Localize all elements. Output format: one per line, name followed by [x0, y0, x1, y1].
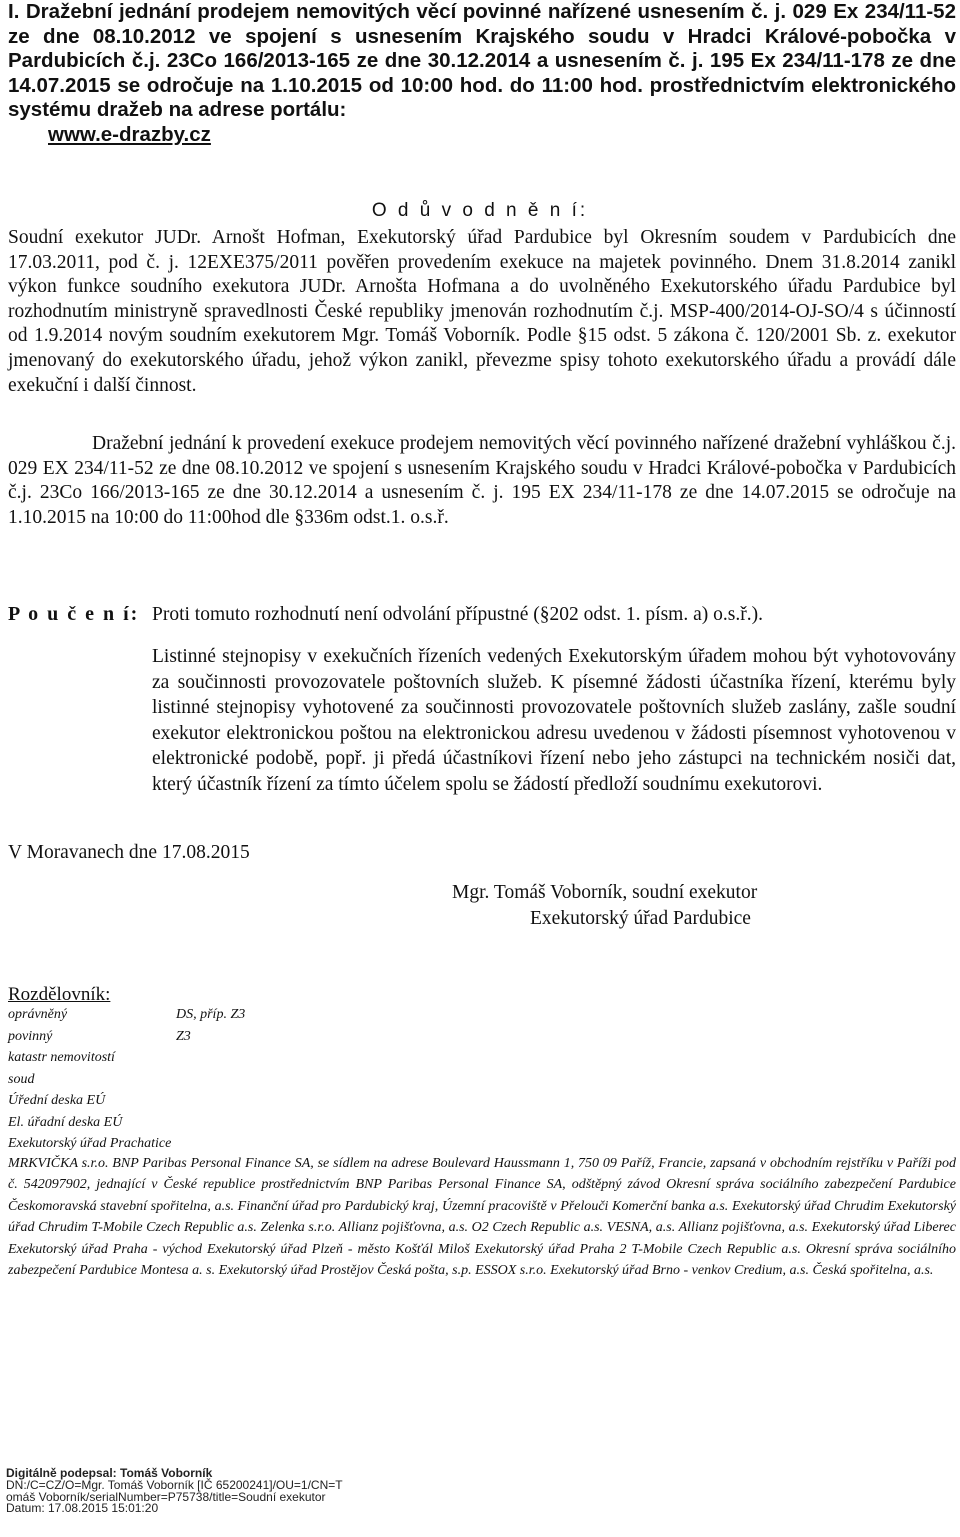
distribution-recipient: Exekutorský úřad Prachatice [8, 1136, 172, 1151]
list-item [8, 1112, 508, 1134]
reasoning-title: O d ů v o d n ě n í: [371, 200, 589, 221]
instruction-paragraph-1: Proti tomuto rozhodnutí není odvolání přípustné (§202 odst. 1. písm. a) o.s.ř.). [152, 604, 763, 625]
reasoning-paragraph-2: Dražební jednání k provedení exekuce prodejem nemovitých věcí povinného nařízené dražební vyhláškou č.j. 029 EX 234/11-52 ze dne 08.10.2012 ve spojení s usnesením Krajského soudu v Hradci Králové-pobočka v Pardubicích č.j. 23Co 166/2013-165 ze dne 30.12.2014 a usnesením č. j. 195 EX 234/11-178 ze dne 14.07.2015 se odročuje na 1.10.2015 na 10:00 do 11:00hod dle §336m odst.1. o.s.ř. [8, 433, 956, 528]
place-and-date: V Moravanech dne 17.08.2015 [8, 842, 250, 863]
digital-signature-dn-continued: omáš Voborník/serialNumber=P75738/title=Soudní exekutor [6, 1489, 326, 1504]
list-item [8, 1004, 508, 1026]
distribution-recipient: povinný [8, 1028, 53, 1044]
distribution-recipient: El. úřadní deska EÚ [8, 1114, 123, 1130]
digital-signature-dn: DN:/C=CZ/O=Mgr. Tomáš Voborník [IČ 65200241]/OU=1/CN=T [6, 1477, 343, 1492]
list-item [8, 1090, 508, 1112]
distribution-recipient: oprávněný [8, 1007, 68, 1022]
signature-name: Mgr. Tomáš Voborník, soudní exekutor [452, 882, 758, 903]
signature-block [452, 880, 852, 932]
list-item [8, 1026, 508, 1048]
distribution-method: DS, příp. Z3 [176, 1007, 246, 1022]
distribution-list [8, 1004, 508, 1155]
resolution-heading [8, 0, 956, 147]
digital-signature-date: Datum: 17.08.2015 15:01:20 [6, 1501, 159, 1516]
list-item [8, 1047, 508, 1069]
portal-url-link[interactable]: www.e-drazby.cz [48, 122, 211, 146]
reasoning-paragraph-1: Soudní exekutor JUDr. Arnošt Hofman, Exekutorský úřad Pardubice byl Okresním soudem v Pardubicích dne 17.03.2011, pod č. j. 12EXE375/2011 pověřen provedením exekuce na majetek povinného. Dnem 31.8.2014 zanikl výkon funkce soudního exekutora JUDr. Arnošta Hofmana a do uvolněného Exekutorského úřadu Pardubice byl rozhodnutím ministryně spravedlnosti České republiky jmenován rozhodnutím č.j. MSP-400/2014-OJ-SO/4 s účinností od 1.9.2014 novým soudním exekutorem Mgr. Tomáš Voborník. Podle §15 odst. 5 zákona č. 120/2001 Sb. z. exekutor jmenovaný do exekutorského úřadu, jehož výkon zanikl, převezme spisy tohoto exekutorského úřadu a provádí dále exekuční i další činnost. [8, 227, 956, 396]
digital-signature-signer: Digitálně podepsal: Tomáš Voborník [6, 1466, 213, 1480]
distribution-method: Z3 [176, 1028, 191, 1044]
distribution-recipient: katastr nemovitostí [8, 1050, 115, 1065]
heading-text: I. Dražební jednání prodejem nemovitých věcí povinné nařízené usnesením č. j. 029 Ex 234/11-52 ze dne 08.10.2012 ve spojení s usnesením Krajského soudu v Hradci Králové-pobočka v Pardubicích č.j. 23Co 166/2013-165 ze dne 30.12.2014 a usnesením č. j. 195 Ex 234/11-178 ze dne 14.07.2015 se odročuje na 1.10.2015 od 10:00 hod. do 11:00 hod. prostřednictvím elektronického systému dražeb na adrese portálu: [8, 0, 956, 121]
instruction-paragraph-2: Listinné stejnopisy v exekučních řízeních vedených Exekutorským úřadem mohou být vyhotovovány za součinnosti provozovatele poštovních služeb. K písemné žádosti účastníka řízení, kterému byly listinné stejnopisy vyhotovené za součinnosti provozovatele poštovních služeb zaslány, zašle soudní exekutor elektronickou poštou na elektronickou adresu uvedenou v žádosti písemnost vyhotovenou v elektronické podobě, popř. ji předá účastníkovi řízení nebo jeho zástupci na technickém nosiči dat, který účastník řízení za tímto účelem spolu se žádostí předloží soudnímu exekutorovi. [152, 646, 956, 795]
distribution-recipient: Úřední deska EÚ [8, 1093, 106, 1108]
instruction-label: P o u č e n í: [8, 603, 140, 625]
distribution-title: Rozdělovník: [8, 984, 111, 1005]
list-item [8, 1069, 508, 1091]
distribution-recipients-text: MRKVIČKA s.r.o. BNP Paribas Personal Finance SA, se sídlem na adrese Boulevard Haussmann 1, 750 09 Paříž, Francie, zapsaná v obchodním rejstříku v Paříži pod č. 542097902, jednající v České republice prostřednictvím BNP Paribas Personal Finance SA, odštěpný závod Okresní správa sociálního zabezpečení Pardubice Českomoravská stavební spořitelna, a.s. Finanční úřad pro Pardubický kraj, Územní pracoviště v Přelouči Komerční banka a.s. Exekutorský úřad Chrudim Exekutorský úřad Chrudim T-Mobile Czech Republic a.s. Zelenka s.r.o. Allianz pojišťovna, a.s. O2 Czech Republic a.s. VESNA, a.s. Allianz pojišťovna, a.s. Exekutorský úřad Liberec Exekutorský úřad Praha - východ Exekutorský úřad Plzeň - město Košťál Miloš Exekutorský úřad Praha 2 T-Mobile Czech Republic a.s. Okresní správa sociálního zabezpečení Pardubice Montesa a. s. Exekutorský úřad Prostějov Česká pošta, s.p. ESSOX s.r.o. Exekutorský úřad Brno - venkov Credium, a.s. Česká spořitelna, a.s. [8, 1156, 956, 1279]
distribution-recipient: soud [8, 1071, 35, 1087]
digital-signature-stamp [6, 1468, 606, 1515]
signature-office: Exekutorský úřad Pardubice [530, 908, 751, 929]
list-item [8, 1133, 508, 1155]
